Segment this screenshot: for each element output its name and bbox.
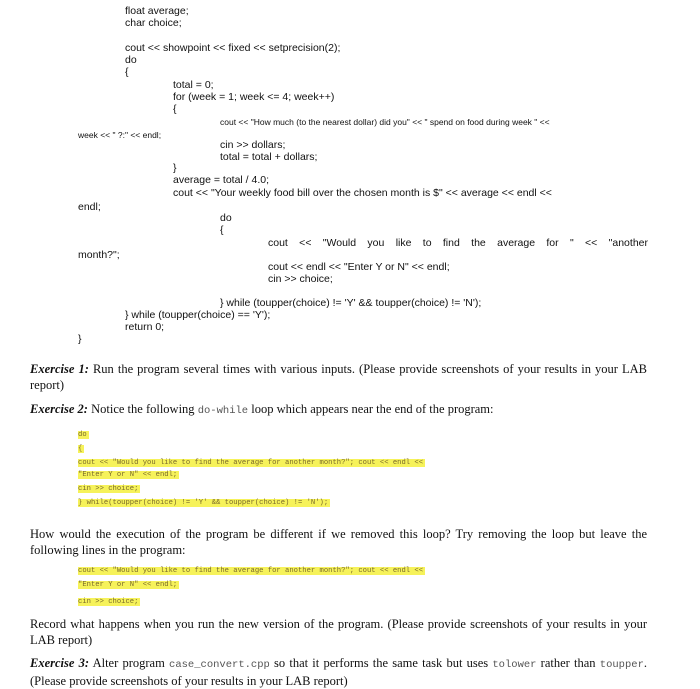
exercise-3-paragraph xyxy=(30,655,647,689)
exercise-2-text-b: loop which appears near the end of the program: xyxy=(248,402,494,416)
code-line: } while (toupper(choice) == 'Y'); xyxy=(125,309,271,321)
code-line: { xyxy=(173,103,177,115)
highlight-code-line xyxy=(78,430,89,440)
code-line: do xyxy=(220,212,232,224)
code-line: { xyxy=(125,66,129,78)
exercise-3-code-c: toupper xyxy=(599,659,644,671)
highlight-code-line xyxy=(78,470,179,480)
highlight-code-line xyxy=(78,566,425,576)
code-line: total = total + dollars; xyxy=(220,151,318,163)
highlight-code-line xyxy=(78,484,140,494)
highlight-code-line xyxy=(78,444,84,454)
code-line: cin >> dollars; xyxy=(220,139,286,151)
code-line: endl; xyxy=(78,201,101,213)
highlight-code-line xyxy=(78,580,179,590)
highlight-code-text: cin >> choice; xyxy=(78,485,139,493)
code-line: char choice; xyxy=(125,17,182,29)
highlight-code-text: "Enter Y or N" << endl; xyxy=(78,581,178,589)
exercise-3-text-a: Alter program xyxy=(89,656,170,670)
record-paragraph: Record what happens when you run the new version of the program. (Please provide screenshots of your results in your LAB report) xyxy=(30,617,647,647)
code-line: average = total / 4.0; xyxy=(173,174,270,186)
exercise-3-text-c: rather than xyxy=(536,656,600,670)
highlight-code-line xyxy=(78,458,425,468)
exercise-1-label: Exercise 1: xyxy=(30,362,89,376)
code-line: cout << "Would you like to find the average for " << "another xyxy=(268,237,648,249)
highlight-code-text: do xyxy=(78,431,87,439)
exercise-2-label: Exercise 2: xyxy=(30,402,88,416)
exercise-2-paragraph xyxy=(30,401,647,419)
code-line: cout << endl << "Enter Y or N" << endl; xyxy=(268,261,450,273)
code-line: return 0; xyxy=(125,321,165,333)
code-line: { xyxy=(220,224,224,236)
code-line: cout << "How much (to the nearest dollar) did you" << " spend on food during week " << xyxy=(220,117,550,127)
code-line: week << " ?:" << endl; xyxy=(78,130,162,140)
exercise-1-paragraph xyxy=(30,361,647,393)
exercise-3-text-d: . (Please provide screenshots of your results in your LAB report) xyxy=(30,656,647,688)
code-line: total = 0; xyxy=(173,79,214,91)
code-line: for (week = 1; week <= 4; week++) xyxy=(173,91,335,103)
highlight-code-text: } while(toupper(choice) != 'Y' && toupper(choice) != 'N'); xyxy=(78,499,329,507)
code-line: cout << "Your weekly food bill over the chosen month is $" << average << endl << xyxy=(173,187,552,199)
code-line: cin >> choice; xyxy=(268,273,333,285)
highlight-code-text: cout << "Would you like to find the average for another month?"; cout << endl << xyxy=(78,459,424,467)
code-line: float average; xyxy=(125,5,189,17)
code-line: do xyxy=(125,54,137,66)
code-line: } while (toupper(choice) != 'Y' && toupper(choice) != 'N'); xyxy=(220,297,482,309)
exercise-2-text-a: Notice the following xyxy=(87,402,198,416)
exercise-2-code: do-while xyxy=(197,405,249,417)
highlight-code-text: "Enter Y or N" << endl; xyxy=(78,471,178,479)
exercise-3-text-b: so that it performs the same task but uses xyxy=(269,656,493,670)
exercise-3-label: Exercise 3: xyxy=(30,656,90,670)
exercise-3-code-a: case_convert.cpp xyxy=(169,659,270,671)
code-line: month?"; xyxy=(78,249,120,261)
highlight-code-text: { xyxy=(78,445,83,453)
highlight-code-text: cout << "Would you like to find the average for another month?"; cout << endl << xyxy=(78,567,424,575)
code-line: } xyxy=(78,333,82,345)
code-line: cout << showpoint << fixed << setprecision(2); xyxy=(125,42,341,54)
highlight-code-line xyxy=(78,597,140,607)
highlight-code-line xyxy=(78,498,330,508)
question-paragraph: How would the execution of the program be different if we removed this loop? Try removing the loop but leave the following lines in the program: xyxy=(30,527,647,557)
exercise-3-code-b: tolower xyxy=(492,659,537,671)
highlight-code-text: cin >> choice; xyxy=(78,598,139,606)
code-line: } xyxy=(173,162,177,174)
exercise-1-text: Run the program several times with various inputs. (Please provide screenshots of your results in your LAB report) xyxy=(30,362,647,392)
